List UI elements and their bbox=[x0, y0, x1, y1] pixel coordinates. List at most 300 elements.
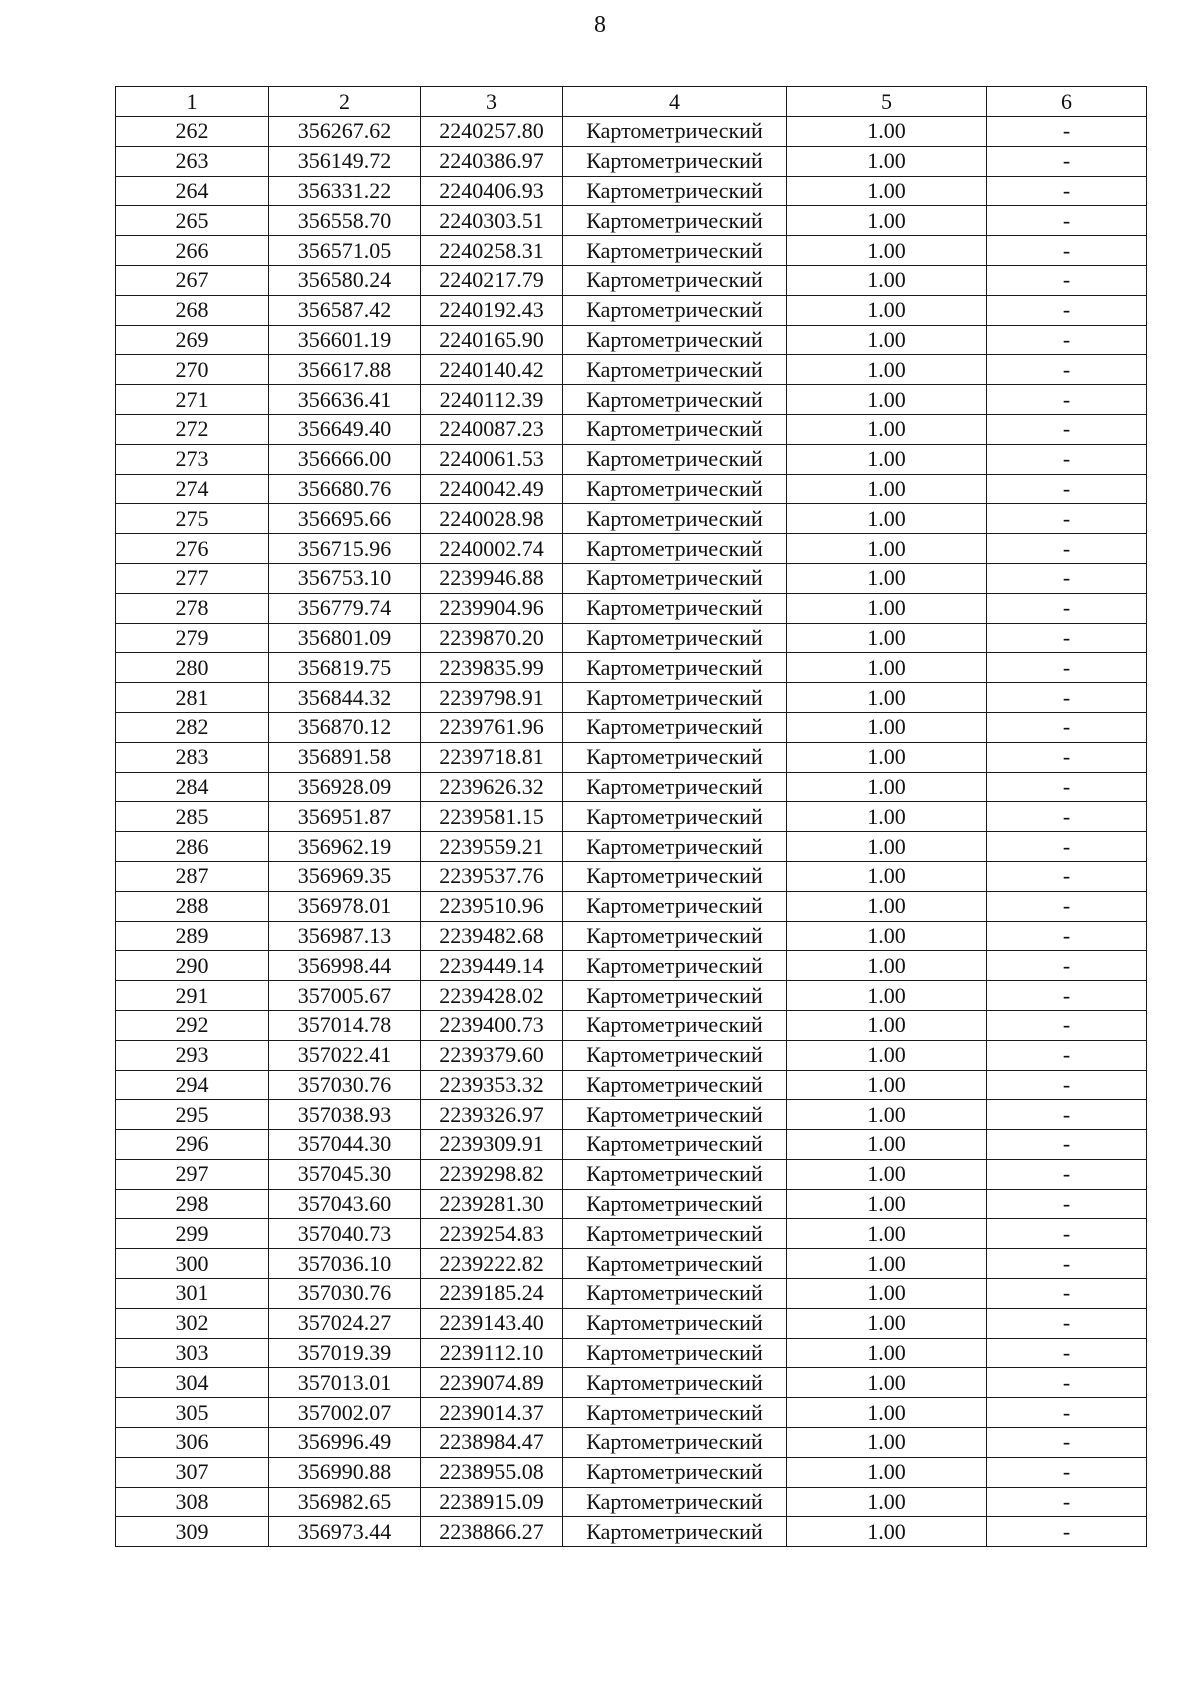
y-coordinate-cell: 2240061.53 bbox=[421, 444, 563, 474]
point-number-cell: 271 bbox=[116, 385, 269, 415]
point-number-cell: 305 bbox=[116, 1398, 269, 1428]
method-cell: Картометрический bbox=[563, 1189, 787, 1219]
accuracy-cell: 1.00 bbox=[787, 861, 987, 891]
method-cell: Картометрический bbox=[563, 1100, 787, 1130]
x-coordinate-cell: 356587.42 bbox=[269, 295, 421, 325]
description-cell: - bbox=[987, 534, 1147, 564]
y-coordinate-cell: 2239222.82 bbox=[421, 1249, 563, 1279]
table-row bbox=[116, 474, 1147, 504]
x-coordinate-cell: 356617.88 bbox=[269, 355, 421, 385]
table-row bbox=[116, 1368, 1147, 1398]
x-coordinate-cell: 356753.10 bbox=[269, 563, 421, 593]
accuracy-cell: 1.00 bbox=[787, 385, 987, 415]
x-coordinate-cell: 356695.66 bbox=[269, 504, 421, 534]
table-row bbox=[116, 832, 1147, 862]
table-row bbox=[116, 981, 1147, 1011]
y-coordinate-cell: 2239510.96 bbox=[421, 891, 563, 921]
column-header: 2 bbox=[269, 87, 421, 117]
method-cell: Картометрический bbox=[563, 1279, 787, 1309]
x-coordinate-cell: 357040.73 bbox=[269, 1219, 421, 1249]
y-coordinate-cell: 2240217.79 bbox=[421, 265, 563, 295]
y-coordinate-cell: 2239482.68 bbox=[421, 921, 563, 951]
accuracy-cell: 1.00 bbox=[787, 1308, 987, 1338]
method-cell: Картометрический bbox=[563, 981, 787, 1011]
y-coordinate-cell: 2240028.98 bbox=[421, 504, 563, 534]
accuracy-cell: 1.00 bbox=[787, 1517, 987, 1547]
method-cell: Картометрический bbox=[563, 623, 787, 653]
point-number-cell: 273 bbox=[116, 444, 269, 474]
y-coordinate-cell: 2240257.80 bbox=[421, 117, 563, 147]
method-cell: Картометрический bbox=[563, 653, 787, 683]
method-cell: Картометрический bbox=[563, 295, 787, 325]
x-coordinate-cell: 357022.41 bbox=[269, 1040, 421, 1070]
accuracy-cell: 1.00 bbox=[787, 474, 987, 504]
x-coordinate-cell: 356715.96 bbox=[269, 534, 421, 564]
table-row bbox=[116, 504, 1147, 534]
point-number-cell: 290 bbox=[116, 951, 269, 981]
point-number-cell: 298 bbox=[116, 1189, 269, 1219]
point-number-cell: 306 bbox=[116, 1428, 269, 1458]
y-coordinate-cell: 2240087.23 bbox=[421, 414, 563, 444]
y-coordinate-cell: 2239798.91 bbox=[421, 683, 563, 713]
accuracy-cell: 1.00 bbox=[787, 623, 987, 653]
table-row bbox=[116, 1517, 1147, 1547]
accuracy-cell: 1.00 bbox=[787, 236, 987, 266]
method-cell: Картометрический bbox=[563, 474, 787, 504]
point-number-cell: 286 bbox=[116, 832, 269, 862]
y-coordinate-cell: 2239835.99 bbox=[421, 653, 563, 683]
x-coordinate-cell: 357045.30 bbox=[269, 1159, 421, 1189]
accuracy-cell: 1.00 bbox=[787, 593, 987, 623]
description-cell: - bbox=[987, 1130, 1147, 1160]
description-cell: - bbox=[987, 474, 1147, 504]
table-row bbox=[116, 325, 1147, 355]
point-number-cell: 262 bbox=[116, 117, 269, 147]
method-cell: Картометрический bbox=[563, 325, 787, 355]
y-coordinate-cell: 2239143.40 bbox=[421, 1308, 563, 1338]
description-cell: - bbox=[987, 653, 1147, 683]
accuracy-cell: 1.00 bbox=[787, 1040, 987, 1070]
point-number-cell: 281 bbox=[116, 683, 269, 713]
table-row bbox=[116, 1010, 1147, 1040]
page-number: 8 bbox=[594, 12, 606, 38]
accuracy-cell: 1.00 bbox=[787, 1100, 987, 1130]
accuracy-cell: 1.00 bbox=[787, 325, 987, 355]
method-cell: Картометрический bbox=[563, 1070, 787, 1100]
x-coordinate-cell: 356636.41 bbox=[269, 385, 421, 415]
method-cell: Картометрический bbox=[563, 1398, 787, 1428]
point-number-cell: 282 bbox=[116, 712, 269, 742]
x-coordinate-cell: 356331.22 bbox=[269, 176, 421, 206]
accuracy-cell: 1.00 bbox=[787, 981, 987, 1011]
accuracy-cell: 1.00 bbox=[787, 891, 987, 921]
y-coordinate-cell: 2239449.14 bbox=[421, 951, 563, 981]
y-coordinate-cell: 2239074.89 bbox=[421, 1368, 563, 1398]
method-cell: Картометрический bbox=[563, 1249, 787, 1279]
table-row bbox=[116, 1070, 1147, 1100]
point-number-cell: 283 bbox=[116, 742, 269, 772]
x-coordinate-cell: 356978.01 bbox=[269, 891, 421, 921]
x-coordinate-cell: 357036.10 bbox=[269, 1249, 421, 1279]
accuracy-cell: 1.00 bbox=[787, 712, 987, 742]
x-coordinate-cell: 356558.70 bbox=[269, 206, 421, 236]
accuracy-cell: 1.00 bbox=[787, 1010, 987, 1040]
point-number-cell: 308 bbox=[116, 1487, 269, 1517]
y-coordinate-cell: 2240192.43 bbox=[421, 295, 563, 325]
table-row bbox=[116, 444, 1147, 474]
method-cell: Картометрический bbox=[563, 1517, 787, 1547]
column-header: 5 bbox=[787, 87, 987, 117]
description-cell: - bbox=[987, 1219, 1147, 1249]
accuracy-cell: 1.00 bbox=[787, 265, 987, 295]
description-cell: - bbox=[987, 861, 1147, 891]
y-coordinate-cell: 2238984.47 bbox=[421, 1428, 563, 1458]
method-cell: Картометрический bbox=[563, 742, 787, 772]
table-row bbox=[116, 295, 1147, 325]
x-coordinate-cell: 356819.75 bbox=[269, 653, 421, 683]
table-row bbox=[116, 1189, 1147, 1219]
description-cell: - bbox=[987, 236, 1147, 266]
point-number-cell: 279 bbox=[116, 623, 269, 653]
point-number-cell: 276 bbox=[116, 534, 269, 564]
method-cell: Картометрический bbox=[563, 444, 787, 474]
description-cell: - bbox=[987, 1010, 1147, 1040]
x-coordinate-cell: 357030.76 bbox=[269, 1070, 421, 1100]
table-row bbox=[116, 563, 1147, 593]
method-cell: Картометрический bbox=[563, 1308, 787, 1338]
x-coordinate-cell: 356149.72 bbox=[269, 146, 421, 176]
accuracy-cell: 1.00 bbox=[787, 1487, 987, 1517]
method-cell: Картометрический bbox=[563, 1159, 787, 1189]
y-coordinate-cell: 2240258.31 bbox=[421, 236, 563, 266]
y-coordinate-cell: 2239112.10 bbox=[421, 1338, 563, 1368]
column-header: 1 bbox=[116, 87, 269, 117]
table-row bbox=[116, 802, 1147, 832]
table-row bbox=[116, 206, 1147, 236]
description-cell: - bbox=[987, 385, 1147, 415]
accuracy-cell: 1.00 bbox=[787, 1338, 987, 1368]
table-row bbox=[116, 683, 1147, 713]
x-coordinate-cell: 356891.58 bbox=[269, 742, 421, 772]
method-cell: Картометрический bbox=[563, 534, 787, 564]
accuracy-cell: 1.00 bbox=[787, 1219, 987, 1249]
method-cell: Картометрический bbox=[563, 772, 787, 802]
x-coordinate-cell: 357013.01 bbox=[269, 1368, 421, 1398]
table-row bbox=[116, 1130, 1147, 1160]
y-coordinate-cell: 2239870.20 bbox=[421, 623, 563, 653]
accuracy-cell: 1.00 bbox=[787, 1398, 987, 1428]
table-row bbox=[116, 1487, 1147, 1517]
description-cell: - bbox=[987, 1428, 1147, 1458]
accuracy-cell: 1.00 bbox=[787, 921, 987, 951]
y-coordinate-cell: 2240406.93 bbox=[421, 176, 563, 206]
accuracy-cell: 1.00 bbox=[787, 444, 987, 474]
column-header: 4 bbox=[563, 87, 787, 117]
table-row bbox=[116, 921, 1147, 951]
table-row bbox=[116, 265, 1147, 295]
x-coordinate-cell: 356987.13 bbox=[269, 921, 421, 951]
x-coordinate-cell: 357005.67 bbox=[269, 981, 421, 1011]
table-row bbox=[116, 1100, 1147, 1130]
method-cell: Картометрический bbox=[563, 683, 787, 713]
description-cell: - bbox=[987, 206, 1147, 236]
method-cell: Картометрический bbox=[563, 861, 787, 891]
table-row bbox=[116, 1308, 1147, 1338]
description-cell: - bbox=[987, 504, 1147, 534]
x-coordinate-cell: 356951.87 bbox=[269, 802, 421, 832]
x-coordinate-cell: 357038.93 bbox=[269, 1100, 421, 1130]
y-coordinate-cell: 2240303.51 bbox=[421, 206, 563, 236]
point-number-cell: 292 bbox=[116, 1010, 269, 1040]
accuracy-cell: 1.00 bbox=[787, 802, 987, 832]
point-number-cell: 278 bbox=[116, 593, 269, 623]
description-cell: - bbox=[987, 593, 1147, 623]
point-number-cell: 295 bbox=[116, 1100, 269, 1130]
description-cell: - bbox=[987, 117, 1147, 147]
table-row bbox=[116, 385, 1147, 415]
accuracy-cell: 1.00 bbox=[787, 1159, 987, 1189]
method-cell: Картометрический bbox=[563, 1338, 787, 1368]
description-cell: - bbox=[987, 1189, 1147, 1219]
method-cell: Картометрический bbox=[563, 802, 787, 832]
accuracy-cell: 1.00 bbox=[787, 176, 987, 206]
accuracy-cell: 1.00 bbox=[787, 206, 987, 236]
x-coordinate-cell: 356801.09 bbox=[269, 623, 421, 653]
table-row bbox=[116, 891, 1147, 921]
x-coordinate-cell: 356844.32 bbox=[269, 683, 421, 713]
accuracy-cell: 1.00 bbox=[787, 1279, 987, 1309]
point-number-cell: 299 bbox=[116, 1219, 269, 1249]
accuracy-cell: 1.00 bbox=[787, 295, 987, 325]
x-coordinate-cell: 356649.40 bbox=[269, 414, 421, 444]
description-cell: - bbox=[987, 832, 1147, 862]
description-cell: - bbox=[987, 146, 1147, 176]
accuracy-cell: 1.00 bbox=[787, 117, 987, 147]
table-row bbox=[116, 653, 1147, 683]
point-number-cell: 307 bbox=[116, 1457, 269, 1487]
coordinates-table bbox=[115, 86, 1147, 1547]
method-cell: Картометрический bbox=[563, 1010, 787, 1040]
table-row bbox=[116, 236, 1147, 266]
point-number-cell: 301 bbox=[116, 1279, 269, 1309]
x-coordinate-cell: 356982.65 bbox=[269, 1487, 421, 1517]
accuracy-cell: 1.00 bbox=[787, 1368, 987, 1398]
accuracy-cell: 1.00 bbox=[787, 772, 987, 802]
point-number-cell: 275 bbox=[116, 504, 269, 534]
accuracy-cell: 1.00 bbox=[787, 1130, 987, 1160]
accuracy-cell: 1.00 bbox=[787, 1189, 987, 1219]
y-coordinate-cell: 2240112.39 bbox=[421, 385, 563, 415]
x-coordinate-cell: 356990.88 bbox=[269, 1457, 421, 1487]
point-number-cell: 285 bbox=[116, 802, 269, 832]
description-cell: - bbox=[987, 1249, 1147, 1279]
description-cell: - bbox=[987, 1279, 1147, 1309]
method-cell: Картометрический bbox=[563, 593, 787, 623]
table-row bbox=[116, 414, 1147, 444]
accuracy-cell: 1.00 bbox=[787, 1457, 987, 1487]
y-coordinate-cell: 2238915.09 bbox=[421, 1487, 563, 1517]
method-cell: Картометрический bbox=[563, 832, 787, 862]
point-number-cell: 263 bbox=[116, 146, 269, 176]
y-coordinate-cell: 2240042.49 bbox=[421, 474, 563, 504]
description-cell: - bbox=[987, 981, 1147, 1011]
y-coordinate-cell: 2239298.82 bbox=[421, 1159, 563, 1189]
description-cell: - bbox=[987, 1308, 1147, 1338]
description-cell: - bbox=[987, 1070, 1147, 1100]
table-row bbox=[116, 742, 1147, 772]
accuracy-cell: 1.00 bbox=[787, 653, 987, 683]
x-coordinate-cell: 356779.74 bbox=[269, 593, 421, 623]
point-number-cell: 284 bbox=[116, 772, 269, 802]
table-row bbox=[116, 861, 1147, 891]
table-row bbox=[116, 712, 1147, 742]
description-cell: - bbox=[987, 1368, 1147, 1398]
table-row bbox=[116, 1428, 1147, 1458]
point-number-cell: 300 bbox=[116, 1249, 269, 1279]
point-number-cell: 266 bbox=[116, 236, 269, 266]
description-cell: - bbox=[987, 563, 1147, 593]
x-coordinate-cell: 356962.19 bbox=[269, 832, 421, 862]
point-number-cell: 309 bbox=[116, 1517, 269, 1547]
description-cell: - bbox=[987, 265, 1147, 295]
point-number-cell: 294 bbox=[116, 1070, 269, 1100]
description-cell: - bbox=[987, 414, 1147, 444]
point-number-cell: 269 bbox=[116, 325, 269, 355]
description-cell: - bbox=[987, 176, 1147, 206]
table-row bbox=[116, 117, 1147, 147]
point-number-cell: 272 bbox=[116, 414, 269, 444]
accuracy-cell: 1.00 bbox=[787, 563, 987, 593]
x-coordinate-cell: 356973.44 bbox=[269, 1517, 421, 1547]
accuracy-cell: 1.00 bbox=[787, 683, 987, 713]
table-row bbox=[116, 1219, 1147, 1249]
method-cell: Картометрический bbox=[563, 385, 787, 415]
description-cell: - bbox=[987, 1398, 1147, 1428]
table-row bbox=[116, 951, 1147, 981]
table-row bbox=[116, 1249, 1147, 1279]
x-coordinate-cell: 356996.49 bbox=[269, 1428, 421, 1458]
description-cell: - bbox=[987, 712, 1147, 742]
accuracy-cell: 1.00 bbox=[787, 146, 987, 176]
y-coordinate-cell: 2239946.88 bbox=[421, 563, 563, 593]
point-number-cell: 265 bbox=[116, 206, 269, 236]
table-row bbox=[116, 623, 1147, 653]
point-number-cell: 280 bbox=[116, 653, 269, 683]
y-coordinate-cell: 2239309.91 bbox=[421, 1130, 563, 1160]
table-row bbox=[116, 1040, 1147, 1070]
table-row bbox=[116, 1279, 1147, 1309]
description-cell: - bbox=[987, 1338, 1147, 1368]
table-row bbox=[116, 176, 1147, 206]
accuracy-cell: 1.00 bbox=[787, 951, 987, 981]
method-cell: Картометрический bbox=[563, 414, 787, 444]
y-coordinate-cell: 2239904.96 bbox=[421, 593, 563, 623]
y-coordinate-cell: 2240165.90 bbox=[421, 325, 563, 355]
point-number-cell: 293 bbox=[116, 1040, 269, 1070]
column-header: 3 bbox=[421, 87, 563, 117]
method-cell: Картометрический bbox=[563, 206, 787, 236]
method-cell: Картометрический bbox=[563, 355, 787, 385]
y-coordinate-cell: 2239379.60 bbox=[421, 1040, 563, 1070]
y-coordinate-cell: 2239014.37 bbox=[421, 1398, 563, 1428]
x-coordinate-cell: 357030.76 bbox=[269, 1279, 421, 1309]
table-row bbox=[116, 1457, 1147, 1487]
point-number-cell: 267 bbox=[116, 265, 269, 295]
method-cell: Картометрический bbox=[563, 236, 787, 266]
description-cell: - bbox=[987, 891, 1147, 921]
x-coordinate-cell: 356998.44 bbox=[269, 951, 421, 981]
y-coordinate-cell: 2239626.32 bbox=[421, 772, 563, 802]
x-coordinate-cell: 356601.19 bbox=[269, 325, 421, 355]
column-header: 6 bbox=[987, 87, 1147, 117]
method-cell: Картометрический bbox=[563, 891, 787, 921]
method-cell: Картометрический bbox=[563, 712, 787, 742]
method-cell: Картометрический bbox=[563, 117, 787, 147]
point-number-cell: 302 bbox=[116, 1308, 269, 1338]
y-coordinate-cell: 2240002.74 bbox=[421, 534, 563, 564]
description-cell: - bbox=[987, 921, 1147, 951]
y-coordinate-cell: 2239185.24 bbox=[421, 1279, 563, 1309]
x-coordinate-cell: 356870.12 bbox=[269, 712, 421, 742]
x-coordinate-cell: 356571.05 bbox=[269, 236, 421, 266]
y-coordinate-cell: 2240386.97 bbox=[421, 146, 563, 176]
accuracy-cell: 1.00 bbox=[787, 414, 987, 444]
x-coordinate-cell: 356969.35 bbox=[269, 861, 421, 891]
y-coordinate-cell: 2239353.32 bbox=[421, 1070, 563, 1100]
y-coordinate-cell: 2239761.96 bbox=[421, 712, 563, 742]
y-coordinate-cell: 2238866.27 bbox=[421, 1517, 563, 1547]
x-coordinate-cell: 357044.30 bbox=[269, 1130, 421, 1160]
accuracy-cell: 1.00 bbox=[787, 1249, 987, 1279]
y-coordinate-cell: 2239254.83 bbox=[421, 1219, 563, 1249]
accuracy-cell: 1.00 bbox=[787, 742, 987, 772]
description-cell: - bbox=[987, 623, 1147, 653]
table-row bbox=[116, 1398, 1147, 1428]
description-cell: - bbox=[987, 1517, 1147, 1547]
x-coordinate-cell: 356267.62 bbox=[269, 117, 421, 147]
method-cell: Картометрический bbox=[563, 504, 787, 534]
y-coordinate-cell: 2239718.81 bbox=[421, 742, 563, 772]
y-coordinate-cell: 2239537.76 bbox=[421, 861, 563, 891]
y-coordinate-cell: 2239559.21 bbox=[421, 832, 563, 862]
y-coordinate-cell: 2240140.42 bbox=[421, 355, 563, 385]
table-row bbox=[116, 772, 1147, 802]
point-number-cell: 297 bbox=[116, 1159, 269, 1189]
method-cell: Картометрический bbox=[563, 146, 787, 176]
x-coordinate-cell: 356928.09 bbox=[269, 772, 421, 802]
method-cell: Картометрический bbox=[563, 265, 787, 295]
point-number-cell: 288 bbox=[116, 891, 269, 921]
x-coordinate-cell: 357002.07 bbox=[269, 1398, 421, 1428]
method-cell: Картометрический bbox=[563, 1428, 787, 1458]
method-cell: Картометрический bbox=[563, 1487, 787, 1517]
accuracy-cell: 1.00 bbox=[787, 1070, 987, 1100]
table-header-row bbox=[116, 87, 1147, 117]
accuracy-cell: 1.00 bbox=[787, 534, 987, 564]
accuracy-cell: 1.00 bbox=[787, 504, 987, 534]
description-cell: - bbox=[987, 951, 1147, 981]
method-cell: Картометрический bbox=[563, 563, 787, 593]
y-coordinate-cell: 2239400.73 bbox=[421, 1010, 563, 1040]
point-number-cell: 291 bbox=[116, 981, 269, 1011]
description-cell: - bbox=[987, 772, 1147, 802]
y-coordinate-cell: 2239281.30 bbox=[421, 1189, 563, 1219]
description-cell: - bbox=[987, 1457, 1147, 1487]
point-number-cell: 274 bbox=[116, 474, 269, 504]
method-cell: Картометрический bbox=[563, 176, 787, 206]
description-cell: - bbox=[987, 1159, 1147, 1189]
description-cell: - bbox=[987, 1040, 1147, 1070]
